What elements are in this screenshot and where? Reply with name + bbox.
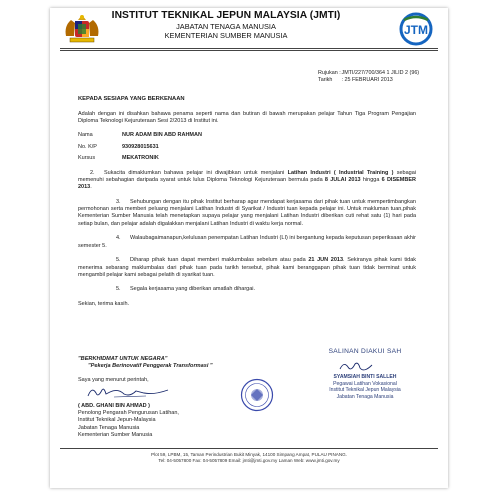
ministry-name: KEMENTERIAN SUMBER MANUSIA [164, 31, 288, 40]
footer-contact: Tel: 04-5057800 Fax: 04-5057809 Email: jmti@jmti.gov.my Laman Web: www.jmti.gov.my [158, 458, 340, 463]
letterhead [106, 10, 346, 40]
motto-line-2: "Pekerja Berinovatif Penggerak Transformasi " [88, 363, 213, 370]
motto [78, 356, 213, 371]
signer-line-3: Jabatan Tenaga Manusia [78, 424, 140, 431]
yang-benar: Saya yang menurut perintah, [78, 377, 149, 383]
certifier-details [310, 374, 420, 400]
paragraph-3: 3. Sehubungan dengan itu pihak Institut berharap agar mendapat kerjasama dari pihak tuan untuk mempertimbangkan permohonan serta memberi peluang menjalani Latihan Industri di Syarikat / Industri tuan kepada pelajar ini. Untuk makluman tuan,pihak Kementerian Sumber Manusia telah menetapkan supaya pelajar yang menjalani Latihan Industri diberikan cuti rehat satu (1) hari pada setiap bulan, dan pelajar adalah digalakkan menjalani Latihan Industri di waktu kerja normal. [78, 198, 416, 227]
certifier-line-1: Pegawai Latihan Vokasional [333, 380, 397, 387]
paragraph-5: 5. Diharap pihak tuan dapat memberi maklumbalas sebelum atau pada 21 JUN 2013. Sekiranya pihak kami tidak menerima sebarang maklumbalas dari pihak tuan pada tarikh tersebut, pihak kami beranggapan pihak tuan tidak berminat untuk mengambil pelajar kami sebagai pelatih di syarikat tuan. [78, 257, 417, 278]
paragraph-4: 4. Walaubagaimanapun,kelulusan penempatan Latihan Industri (LI) ini bergantung kepada keputusan peperiksaan akhir semester 5. [78, 235, 416, 249]
paragraph-6: 5. Segala kerjasama yang diberikan amatlah dihargai. [78, 286, 416, 293]
certified-copy-stamp [310, 348, 420, 355]
paragraph-2: 2. Sukacita dimaklumkan bahawa pelajar ini diwajibkan untuk menjalani Latihan Industri ( Industrial Training ) sebagai memenuhi sebahagian daripada syarat untuk lulus Diploma Teknologi Kejuruteraan bermula pada 8 JULAI 2013 hingga 6 DISEMBER 2013. [78, 169, 417, 191]
motto-line-1: "BERKHIDMAT UNTUK NEGARA" [78, 356, 168, 362]
field-label: Nama [78, 132, 93, 139]
certifier-line-3: Jabatan Tenaga Manusia [336, 393, 394, 400]
paragraph-number: 5. [116, 257, 121, 264]
footer-rule [60, 448, 438, 449]
signature-image [84, 384, 172, 400]
field-label: No. K/P [78, 143, 97, 150]
tarikh-value: : 25 FEBRUARI 2013 [341, 77, 393, 84]
field-value: MEKATRONIK [122, 155, 159, 162]
signer-block [78, 403, 179, 439]
letter-heading: KEPADA SESIAPA YANG BERKENAAN [78, 96, 185, 102]
footer [60, 452, 438, 464]
paragraph-number: 5. [116, 286, 121, 293]
tarikh-label: Tarikh [318, 77, 333, 84]
field-row-nama [78, 132, 416, 139]
reference-block [318, 70, 419, 85]
signer-line-2: Institut Teknikal Jepun-Malaysia [78, 417, 156, 424]
paragraph-number: 3. [116, 198, 121, 205]
paragraph-number: 4. [116, 235, 121, 242]
rujukan-label: Rujukan : [318, 70, 341, 76]
certifier-signature-image [336, 359, 376, 375]
field-value: 930928015631 [122, 143, 159, 150]
footer-address: Plot 59, LPBM, 15, Taman Perindustrian Bukit Minyak, 14100 Simpang Ampat, PULAU PINANG. [150, 452, 347, 457]
field-row-kursus [78, 155, 416, 162]
signer-name: ( ABD. GHANI BIN AHMAD ) [78, 403, 151, 409]
closing-line: Sekian, terima kasih. [78, 301, 130, 308]
malaysia-crest-icon [62, 12, 102, 46]
rujukan-value: JMTI/227/700/364 1 JILID 2 (96) [341, 70, 420, 76]
department-name: JABATAN TENAGA MANUSIA [176, 22, 276, 31]
institute-name: INSTITUT TEKNIKAL JEPUN MALAYSIA (JMTI) [111, 10, 341, 21]
certified-copy-title: SALINAN DIAKUI SAH [328, 348, 402, 355]
header-rule [60, 48, 438, 49]
field-row-kp [78, 144, 416, 151]
letter-body [78, 96, 416, 308]
jtm-logo-icon [396, 12, 436, 50]
header-rule-thin [60, 50, 438, 51]
intro-paragraph: Adalah dengan ini disahkan bahawa penama seperti nama dan butiran di bawah merupakan pelajar Tahun Tiga Program Pengajian Diploma Teknologi Kejuruteraan Sesi 2/2013 di Institut ini. [78, 110, 416, 124]
official-seal-icon [240, 378, 274, 412]
field-label: Kursus [78, 155, 96, 162]
signer-line-4: Kementerian Sumber Manusia [78, 431, 153, 438]
paragraph-number: 2. [90, 169, 95, 176]
certifier-name: SYAMSIAH BINTI SALLEH [333, 374, 397, 380]
field-value: NUR ADAM BIN ABD RAHMAN [122, 132, 202, 139]
letter-sheet [50, 8, 448, 488]
certifier-line-2: Institut Teknikal Jepun Malaysia [329, 387, 401, 393]
signer-line-1: Penolong Pengarah Pengurusan Latihan, [78, 410, 179, 417]
jtm-logo-text: JTM [404, 23, 428, 37]
